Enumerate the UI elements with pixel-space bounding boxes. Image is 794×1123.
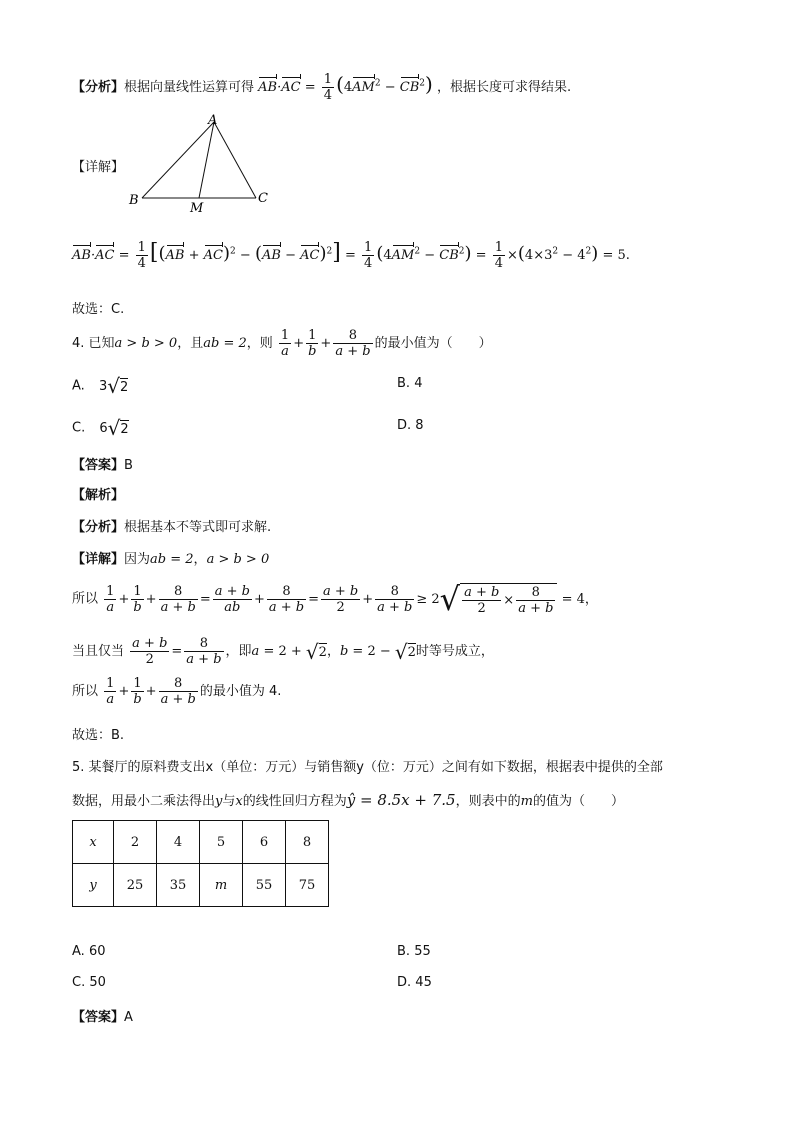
q5-data-table [72,820,329,907]
table-cell: 8 [286,821,329,864]
table-cell: 75 [286,864,329,907]
table-cell: m [200,864,243,907]
q4-option-a: A. 3√2 [72,374,129,398]
q4-stem: 4. 已知a > b > 0，且ab = 2，则 $\frac{1}{a}$ + $\frac{1}{b}$ + $\frac{8}{a + b}$ 的最小值为（ ） [72,328,492,359]
table-header-y: y [73,864,114,907]
q4-fenxi: 【分析】根据基本不等式即可求解. [72,520,272,535]
q5-line2: 数据，用最小二乘法得出y与x的线性回归方程为ŷ = 8.5x + 7.5，则表中的m的值为（ ） [72,791,624,809]
q4-option-d: D. 8 [397,418,424,433]
q5-option-c: C. 50 [72,975,106,990]
q4-option-c: C. 6√2 [72,416,129,440]
table-cell: 55 [243,864,286,907]
q4-min-line: 所以 $\frac{1}{a}$ + $\frac{1}{b}$ + $\frac{8}{a + b}$ 的最小值为 4. [72,676,282,707]
table-header-x: x [73,821,114,864]
xiangjie-tag-s3: 【详解】 [72,160,125,175]
table-cell: 2 [114,821,157,864]
q4-detail-line: 【详解】因为ab = 2，a > b > 0 [72,552,270,567]
q5-answer: 【答案】A [72,1010,133,1025]
q4-inequality-line: 所以 $\frac{1}{a}$ + $\frac{1}{b}$ + $\frac{8}{a + b}$ = $\frac{a + b}{ab}$ + $\frac{8}{a + b}$ = $\frac{a + b}{2}$ + $\frac{8}{a + b}$ ≥ 2√ $\frac{a + b}{2}$ × $\frac{8}{a + b}$ = 4， [72,580,598,618]
vector-identity: AB·AC = $\frac{1}{4}$ $(4AM^2 - CB^2)$ [258,72,433,103]
q5-option-d: D. 45 [397,975,432,990]
side-ab [142,122,214,198]
table-cell: 25 [114,864,157,907]
label-a: A [208,113,218,128]
s3-conclusion: 故选：C. [72,302,125,317]
table-cell: 5 [200,821,243,864]
side-ac [214,122,256,198]
label-b: B [129,193,139,208]
triangle-figure [122,112,282,216]
q5-line1: 5. 某餐厅的原料费支出x（单位：万元）与销售额y（位：万元）之间有如下数据，根据表中提供的全部 [72,760,663,775]
q5-option-a: A. 60 [72,944,106,959]
s3-fenxi-line: 【分析】根据向量线性运算可得 AB·AC = $\frac{1}{4}$ $(4AM^2 - CB^2)$ ，根据长度可求得结果. [72,72,572,103]
table-row-y [73,864,329,907]
q4-conclusion: 故选：B. [72,728,125,743]
table-cell: 35 [157,864,200,907]
q4-option-b: B. 4 [397,376,423,391]
table-cell: 6 [243,821,286,864]
median-am [199,122,214,198]
fenxi-tag: 【分析】 [72,80,125,95]
q4-expression: $\frac{1}{a}$ + $\frac{1}{b}$ + $\frac{8}{a + b}$ [280,328,371,359]
table-row-x [73,821,329,864]
q4-jiexi-tag: 【解析】 [72,488,125,503]
label-m: M [190,201,204,216]
label-c: C [258,191,268,206]
q4-equality-line: 当且仅当 $\frac{a + b}{2}$ = $\frac{8}{a + b}$ ，即a = 2 + √2，b = 2 − √2时等号成立， [72,636,494,667]
q4-answer: 【答案】B [72,458,133,473]
s3-detail-derivation: AB·AC = $\frac{1}{4}$ [(AB + AC)$^2$ − (AB − AC)$^2$] = $\frac{1}{4}$ $(4AM^2 - CB^2)$ = $\frac{1}{4}$ $\times(4\times 3^2 - 4^2) = 5$. [72,240,630,271]
table-cell: 4 [157,821,200,864]
q5-option-b: B. 55 [397,944,431,959]
